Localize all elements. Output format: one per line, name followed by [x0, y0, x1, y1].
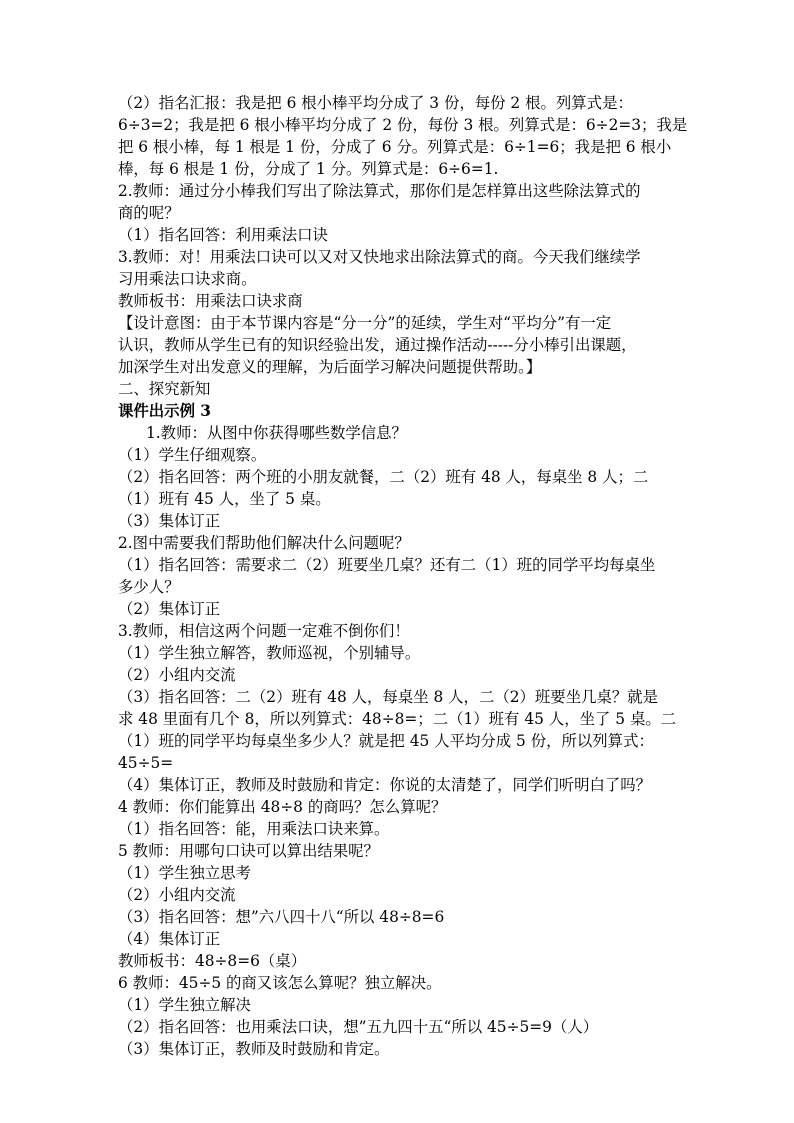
- text-line: 把 6 根小棒，每 1 根是 1 份，分成了 6 分。列算式是：6÷1=6；我是把 6 根小: [118, 138, 672, 156]
- text-line: 认识，教师从学生已有的知识经验出发，通过操作活动-----分小棒引出课题，: [118, 336, 637, 354]
- text-line: 习用乘法口诀求商。: [118, 270, 257, 288]
- text-line: （1）指名回答：利用乘法口诀: [118, 226, 328, 244]
- text-line: 5 教师：用哪句口诀可以算出结果呢？: [118, 842, 379, 860]
- text-line: （1）学生独立思考: [118, 864, 251, 882]
- text-line: （1）学生独立解决: [118, 996, 251, 1014]
- text-line: （4）集体订正: [118, 930, 221, 948]
- text-line: 45÷5=: [118, 754, 174, 772]
- text-line: 教师板书：用乘法口诀求商: [118, 292, 303, 310]
- text-line: 二、探究新知: [118, 380, 211, 398]
- text-line: （2）集体订正: [118, 600, 221, 618]
- text-line: （2）小组内交流: [118, 666, 236, 684]
- text-line: 【设计意图：由于本节课内容是“分一分”的延续，学生对“平均分”有一定: [118, 314, 612, 332]
- text-line: 商的呢？: [118, 204, 180, 222]
- text-line: （1）班有 45 人，坐了 5 桌。: [118, 490, 331, 508]
- text-line: （1）指名回答：能，用乘法口诀来算。: [118, 820, 390, 838]
- text-line: （3）指名回答：想”六八四十八“所以 48÷8=6: [118, 908, 445, 926]
- text-line: 教师板书：48÷8=6（桌）: [118, 952, 307, 970]
- text-line: 3.教师，相信这两个问题一定难不倒你们！: [118, 622, 410, 640]
- text-line: （1）学生仔细观察。: [118, 446, 267, 464]
- text-line: 1.教师：从图中你获得哪些数学信息？: [146, 424, 407, 442]
- text-line: 棒，每 6 根是 1 份，分成了 1 分。列算式是：6÷6=1.: [118, 160, 499, 178]
- text-line: （4）集体订正，教师及时鼓励和肯定：你说的太清楚了，同学们听明白了吗？: [118, 776, 652, 794]
- text-line: 6÷3=2；我是把 6 根小棒平均分成了 2 份，每份 3 根。列算式是：6÷2=3；我是: [118, 116, 688, 134]
- text-line: 加深学生对出发意义的理解，为后面学习解决问题提供帮助。】: [118, 358, 542, 376]
- text-line: （3）集体订正: [118, 512, 221, 530]
- text-line: 求 48 里面有几个 8，所以列算式：48÷8=；二（1）班有 45 人，坐了 5 桌。二: [118, 710, 677, 728]
- text-line: 2.图中需要我们帮助他们解决什么问题呢？: [118, 534, 410, 552]
- text-line: （1）学生独立解答，教师巡视，个别辅导。: [118, 644, 421, 662]
- text-line: 2.教师：通过分小棒我们写出了除法算式，那你们是怎样算出这些除法算式的: [118, 182, 641, 200]
- document-page: [118, 92, 688, 1060]
- text-line: （2）指名回答：也用乘法口诀，想”五九四十五“所以 45÷5=9（人）: [118, 1018, 599, 1036]
- text-line: （3）集体订正，教师及时鼓励和肯定。: [118, 1040, 390, 1058]
- text-line: 6 教师：45÷5 的商又该怎么算呢？独立解决。: [118, 974, 442, 992]
- text-line: （1）班的同学平均每桌坐多少人？就是把 45 人平均分成 5 份，所以列算式：: [118, 732, 654, 750]
- section-heading: 课件出示例 3: [118, 402, 212, 420]
- text-line: （1）指名回答：需要求二（2）班要坐几桌？还有二（1）班的同学平均每桌坐: [118, 556, 656, 574]
- text-line: （2）小组内交流: [118, 886, 236, 904]
- text-line: （3）指名回答：二（2）班有 48 人，每桌坐 8 人，二（2）班要坐几桌？就是: [118, 688, 659, 706]
- text-line: 多少人？: [118, 578, 180, 596]
- text-line: 3.教师：对！用乘法口诀可以又对又快地求出除法算式的商。今天我们继续学: [118, 248, 641, 266]
- text-line: （2）指名回答：两个班的小朋友就餐，二（2）班有 48 人，每桌坐 8 人；二: [118, 468, 649, 486]
- text-line: （2）指名汇报：我是把 6 根小棒平均分成了 3 份，每份 2 根。列算式是：: [118, 94, 633, 112]
- text-line: 4 教师：你们能算出 48÷8 的商吗？怎么算呢？: [118, 798, 447, 816]
